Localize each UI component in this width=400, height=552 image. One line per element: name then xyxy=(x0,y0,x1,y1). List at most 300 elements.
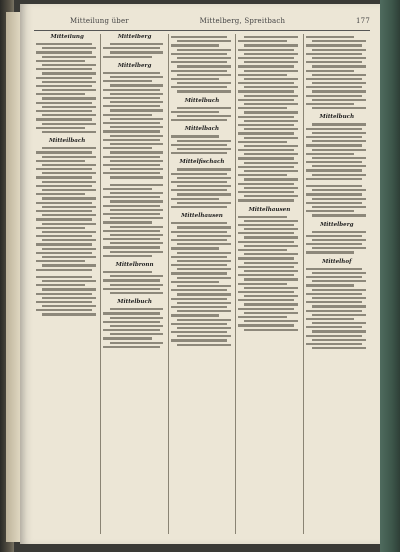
text-line xyxy=(238,40,287,42)
text-line xyxy=(171,78,220,80)
text-line xyxy=(36,160,85,162)
text-line xyxy=(312,90,366,92)
text-line xyxy=(36,227,85,229)
text-line xyxy=(110,151,164,153)
text-line xyxy=(306,153,355,155)
text-line xyxy=(42,231,96,233)
text-line xyxy=(103,188,152,190)
text-line xyxy=(171,323,227,325)
running-header xyxy=(70,14,370,28)
text-line xyxy=(177,107,231,109)
text-line xyxy=(312,189,366,191)
text-line xyxy=(42,305,96,307)
text-line xyxy=(171,272,227,274)
text-line xyxy=(42,147,96,149)
text-line xyxy=(238,141,287,143)
text-line xyxy=(103,238,159,240)
text-line xyxy=(36,51,92,53)
text-line xyxy=(103,105,159,107)
text-line xyxy=(177,260,231,262)
text-line xyxy=(177,293,231,295)
text-line xyxy=(306,251,355,253)
text-line xyxy=(42,223,96,225)
text-line xyxy=(103,164,159,166)
text-line xyxy=(171,152,227,154)
text-line xyxy=(103,47,159,49)
text-line xyxy=(36,243,92,245)
text-line xyxy=(306,95,362,97)
text-line xyxy=(177,344,231,346)
text-line xyxy=(238,283,287,285)
text-line xyxy=(36,151,92,153)
text-line xyxy=(42,47,96,49)
text-line xyxy=(238,183,294,185)
text-line xyxy=(36,202,92,204)
text-line xyxy=(244,270,298,272)
text-line xyxy=(312,297,366,299)
text-line xyxy=(238,224,294,226)
text-line xyxy=(110,43,164,45)
text-line xyxy=(238,49,294,51)
text-line xyxy=(306,268,362,270)
text-line xyxy=(312,123,366,125)
text-line xyxy=(42,156,96,158)
text-line xyxy=(306,326,362,328)
directory-entry xyxy=(103,262,165,294)
text-line xyxy=(110,135,164,137)
text-line xyxy=(171,173,227,175)
text-line xyxy=(42,123,96,125)
text-line xyxy=(238,274,294,276)
text-line xyxy=(42,89,96,91)
text-line xyxy=(177,40,231,42)
text-line xyxy=(312,289,366,291)
text-line xyxy=(177,148,231,150)
text-line xyxy=(42,114,96,116)
text-line xyxy=(312,239,366,241)
text-line xyxy=(42,256,96,258)
text-line xyxy=(36,309,92,311)
text-line xyxy=(306,169,362,171)
entry-heading: Mittelbuch xyxy=(184,97,220,104)
text-line xyxy=(103,196,159,198)
text-line xyxy=(42,56,96,58)
text-line xyxy=(238,157,294,159)
entry-heading: Mittelbuch xyxy=(117,299,152,306)
text-line xyxy=(103,271,152,273)
text-line xyxy=(312,272,366,274)
text-line xyxy=(238,65,294,67)
text-line xyxy=(312,65,366,67)
text-line xyxy=(238,149,294,151)
text-line xyxy=(110,308,164,310)
text-line xyxy=(306,343,362,345)
text-line xyxy=(238,174,287,176)
text-line xyxy=(238,308,294,310)
text-line xyxy=(306,70,355,72)
text-line xyxy=(103,221,152,223)
text-line xyxy=(177,327,231,329)
text-line xyxy=(306,136,362,138)
directory-entry xyxy=(306,259,368,350)
text-line xyxy=(171,198,220,200)
text-line xyxy=(42,248,96,250)
text-line xyxy=(36,168,92,170)
text-line xyxy=(177,65,231,67)
text-line xyxy=(177,235,231,237)
text-line xyxy=(244,153,298,155)
text-line xyxy=(110,93,164,95)
entry-heading: Mittelfischach xyxy=(179,159,225,166)
text-line xyxy=(103,288,159,290)
text-line xyxy=(42,181,96,183)
text-line xyxy=(238,324,294,326)
text-line xyxy=(244,303,298,305)
text-line xyxy=(171,298,227,300)
text-line xyxy=(110,234,164,236)
text-line xyxy=(306,44,362,46)
text-line xyxy=(103,321,159,323)
text-line xyxy=(244,44,298,46)
text-line xyxy=(171,239,227,241)
text-line xyxy=(110,242,164,244)
text-line xyxy=(312,149,366,151)
text-line xyxy=(312,74,366,76)
text-line xyxy=(244,329,298,331)
text-line xyxy=(42,106,96,108)
text-line xyxy=(36,102,92,104)
text-line xyxy=(110,76,164,78)
text-line xyxy=(36,127,85,129)
text-line xyxy=(42,131,96,133)
directory-entry xyxy=(171,213,233,346)
text-line xyxy=(238,107,287,109)
directory-entry xyxy=(171,98,233,122)
text-line xyxy=(177,49,231,51)
text-line xyxy=(171,53,227,55)
text-line xyxy=(177,168,231,170)
text-line xyxy=(42,172,96,174)
text-line xyxy=(244,120,298,122)
text-line xyxy=(177,285,231,287)
text-line xyxy=(103,279,159,281)
directory-entry xyxy=(103,184,165,257)
text-line xyxy=(110,217,164,219)
text-line xyxy=(103,130,159,132)
text-line xyxy=(312,305,366,307)
text-line xyxy=(177,74,231,76)
entry-heading: Mittelberg xyxy=(117,62,152,69)
text-line xyxy=(171,86,227,88)
text-line xyxy=(110,192,164,194)
text-line xyxy=(110,176,164,178)
text-line xyxy=(238,90,294,92)
text-line xyxy=(238,232,294,234)
text-line xyxy=(306,293,362,295)
text-line xyxy=(177,140,231,142)
text-line xyxy=(177,115,231,117)
text-line xyxy=(110,209,164,211)
text-line xyxy=(306,276,362,278)
text-line xyxy=(103,56,152,58)
directory-entry xyxy=(306,36,368,109)
text-line xyxy=(306,61,362,63)
directory-entry xyxy=(171,36,233,93)
entry-heading: Mitteilung xyxy=(50,34,84,40)
text-line xyxy=(306,210,355,212)
text-line xyxy=(306,86,362,88)
text-line xyxy=(171,119,227,121)
text-line xyxy=(312,214,366,216)
text-line xyxy=(110,284,164,286)
text-line xyxy=(177,193,231,195)
text-line xyxy=(42,280,96,282)
directory-entry xyxy=(306,222,368,254)
text-line xyxy=(171,289,227,291)
text-line xyxy=(238,82,294,84)
text-line xyxy=(312,99,366,101)
text-line xyxy=(171,44,220,46)
text-line xyxy=(244,53,298,55)
text-line xyxy=(306,178,362,180)
text-line xyxy=(110,317,164,319)
text-line xyxy=(177,268,231,270)
text-line xyxy=(312,247,366,249)
text-line xyxy=(171,206,227,208)
text-line xyxy=(238,199,294,201)
text-line xyxy=(306,301,362,303)
directory-entry xyxy=(103,34,165,58)
text-line xyxy=(312,314,366,316)
text-line xyxy=(244,245,298,247)
text-line xyxy=(36,284,85,286)
directory-entry xyxy=(306,114,368,180)
text-column-5 xyxy=(304,34,370,534)
text-line xyxy=(244,145,298,147)
text-line xyxy=(110,342,164,344)
text-line xyxy=(103,346,159,348)
text-line xyxy=(103,205,159,207)
text-line xyxy=(36,43,92,45)
text-line xyxy=(171,281,220,283)
text-line xyxy=(103,213,159,215)
text-line xyxy=(238,116,294,118)
text-line xyxy=(238,191,294,193)
text-line xyxy=(171,70,227,72)
text-line xyxy=(177,202,231,204)
text-line xyxy=(103,156,159,158)
text-line xyxy=(36,176,92,178)
text-line xyxy=(103,80,152,82)
text-line xyxy=(42,313,96,315)
directory-entry xyxy=(36,34,98,133)
text-line xyxy=(238,257,294,259)
text-line xyxy=(36,118,92,120)
text-line xyxy=(110,118,164,120)
header-left: Mitteilung über xyxy=(70,17,129,25)
text-line xyxy=(306,161,362,163)
text-column-1 xyxy=(34,34,101,534)
text-line xyxy=(103,337,152,339)
text-line xyxy=(103,114,152,116)
text-line xyxy=(238,57,294,59)
text-line xyxy=(238,249,287,251)
text-line xyxy=(171,111,220,113)
text-line xyxy=(244,111,298,113)
text-line xyxy=(312,198,366,200)
text-line xyxy=(171,61,227,63)
text-line xyxy=(42,214,96,216)
text-line xyxy=(238,291,294,293)
text-line xyxy=(36,185,92,187)
text-line xyxy=(244,320,298,322)
text-line xyxy=(110,200,164,202)
text-line xyxy=(36,235,92,237)
text-line xyxy=(244,78,298,80)
text-line xyxy=(312,57,366,59)
entry-heading: Mittelbronn xyxy=(115,262,154,268)
text-line xyxy=(110,251,164,253)
text-line xyxy=(244,295,298,297)
text-line xyxy=(312,330,366,332)
text-line xyxy=(177,90,231,92)
text-line xyxy=(238,99,294,101)
text-line xyxy=(42,81,96,83)
text-line xyxy=(103,147,152,149)
text-line xyxy=(306,78,362,80)
text-line xyxy=(244,36,298,38)
text-line xyxy=(103,329,159,331)
text-line xyxy=(42,64,96,66)
text-line xyxy=(306,318,355,320)
text-line xyxy=(171,247,220,249)
directory-entry xyxy=(171,126,233,154)
text-line xyxy=(42,264,96,266)
text-columns xyxy=(34,34,370,534)
text-line xyxy=(312,174,366,176)
text-line xyxy=(103,89,159,91)
text-line xyxy=(42,239,96,241)
text-line xyxy=(306,310,362,312)
text-line xyxy=(238,166,294,168)
text-line xyxy=(110,143,164,145)
text-line xyxy=(110,109,164,111)
text-line xyxy=(177,226,231,228)
text-line xyxy=(36,93,85,95)
text-line xyxy=(244,70,298,72)
entry-heading: Mittelbach xyxy=(184,126,220,133)
entry-heading: Mittelberg xyxy=(117,34,152,40)
text-line xyxy=(312,82,366,84)
text-line xyxy=(36,85,92,87)
text-line xyxy=(171,135,220,137)
text-line xyxy=(306,243,362,245)
text-line xyxy=(244,312,298,314)
text-line xyxy=(238,299,294,301)
text-line xyxy=(238,316,287,318)
text-line xyxy=(171,144,227,146)
text-line xyxy=(177,185,231,187)
text-line xyxy=(36,60,85,62)
text-line xyxy=(244,137,298,139)
text-line xyxy=(177,243,231,245)
text-line xyxy=(238,132,294,134)
text-line xyxy=(312,347,366,349)
text-line xyxy=(312,165,366,167)
entry-heading: Mittelhausen xyxy=(181,213,223,220)
text-line xyxy=(103,246,159,248)
text-line xyxy=(42,164,96,166)
text-line xyxy=(306,185,362,187)
text-line xyxy=(42,206,96,208)
text-line xyxy=(103,72,159,74)
text-line xyxy=(244,278,298,280)
text-line xyxy=(312,140,366,142)
text-line xyxy=(171,222,227,224)
text-line xyxy=(36,77,92,79)
text-line xyxy=(238,124,294,126)
text-line xyxy=(110,168,164,170)
text-line xyxy=(36,110,92,112)
text-line xyxy=(238,74,287,76)
text-line xyxy=(103,312,159,314)
text-line xyxy=(312,49,366,51)
directory-entry xyxy=(171,159,233,208)
directory-entry xyxy=(36,138,98,271)
header-rule xyxy=(34,30,370,31)
text-line xyxy=(177,319,231,321)
text-line xyxy=(36,210,92,212)
text-line xyxy=(103,97,159,99)
directory-entry xyxy=(36,276,98,316)
entry-heading: Mittelhof xyxy=(322,258,352,265)
text-line xyxy=(244,128,298,130)
text-line xyxy=(36,252,92,254)
text-line xyxy=(306,103,355,105)
text-line xyxy=(244,178,298,180)
text-line xyxy=(171,331,227,333)
text-line xyxy=(36,260,85,262)
entry-heading: Mittelbuch xyxy=(319,114,355,121)
text-column-2 xyxy=(101,34,168,534)
text-line xyxy=(244,86,298,88)
text-line xyxy=(103,139,159,141)
text-line xyxy=(36,301,92,303)
text-line xyxy=(36,269,92,271)
text-line xyxy=(312,40,366,42)
text-line xyxy=(171,181,227,183)
directory-entry xyxy=(103,299,165,348)
entry-heading: Mitteilbach xyxy=(49,138,86,145)
text-line xyxy=(244,170,298,172)
text-line xyxy=(244,262,298,264)
text-line xyxy=(110,160,164,162)
text-line xyxy=(306,202,362,204)
text-line xyxy=(42,297,96,299)
text-line xyxy=(110,101,164,103)
text-line xyxy=(110,226,164,228)
text-line xyxy=(177,302,231,304)
text-line xyxy=(244,253,298,255)
text-line xyxy=(171,314,220,316)
text-line xyxy=(312,339,366,341)
text-line xyxy=(42,97,96,99)
text-line xyxy=(306,36,355,38)
text-line xyxy=(244,287,298,289)
text-line xyxy=(312,206,366,208)
text-line xyxy=(110,184,164,186)
text-line xyxy=(110,275,164,277)
